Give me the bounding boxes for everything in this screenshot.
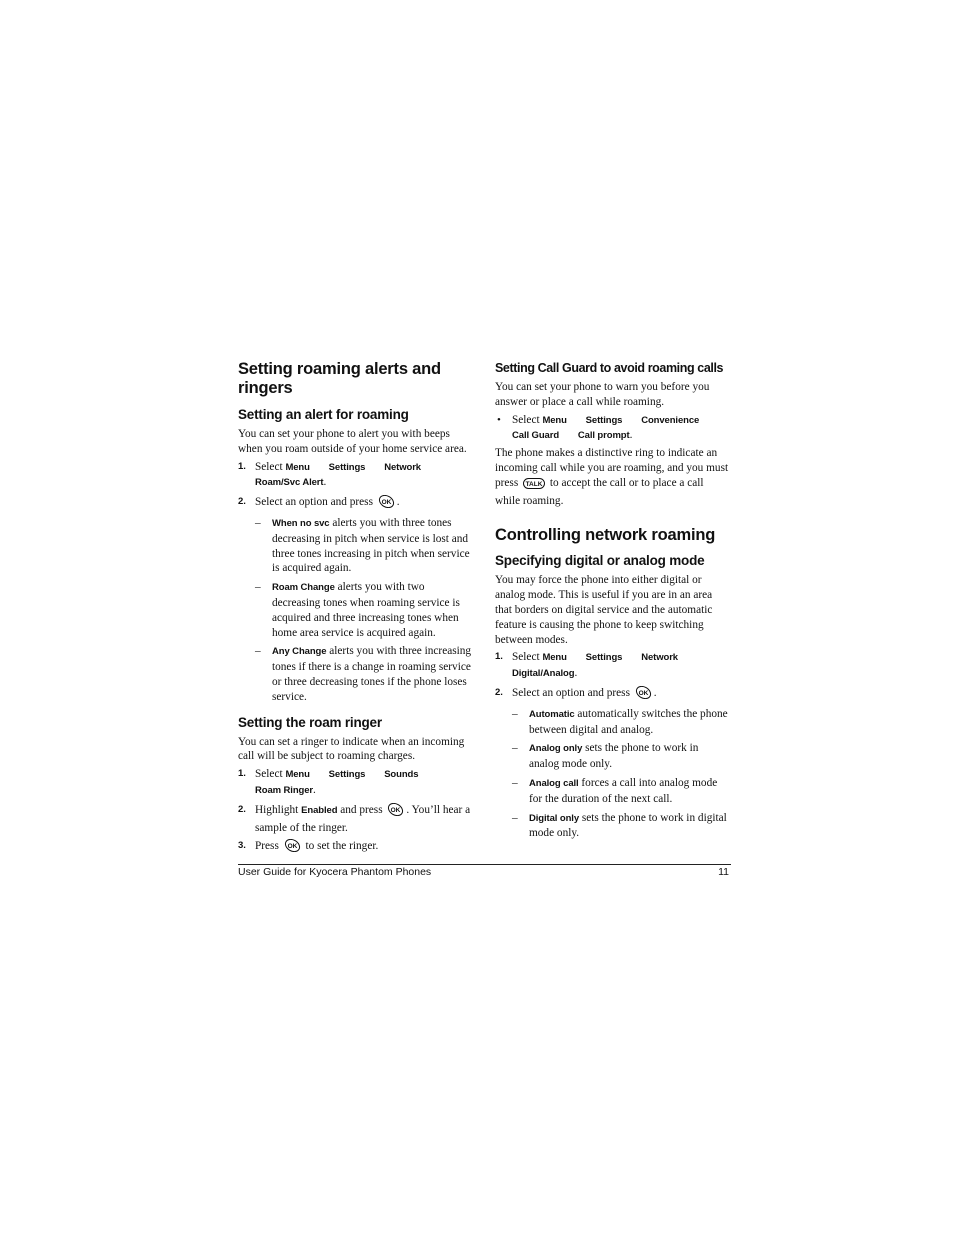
callguard-body: The phone makes a distinctive ring to indicate an incoming call while you are roaming, and you must press TALK to accept the call or to place a call while roaming. [495, 447, 729, 507]
right-column [495, 360, 730, 841]
page-number: 11 [718, 866, 729, 878]
left-column [238, 360, 473, 857]
heading-alert-roaming: Setting an alert for roaming [238, 407, 409, 422]
callguard-intro: You can set your phone to warn you before you answer or place a call while roaming. [495, 381, 710, 408]
ringer-step-3: 3. Press OK to set the ringer. [238, 839, 473, 857]
network-option-1: – Automatic automatically switches the phone between digital and analog. [512, 707, 728, 736]
ok-key-icon [635, 686, 652, 704]
heading-call-guard: Setting Call Guard to avoid roaming calls [495, 361, 724, 375]
ok-key-icon [378, 495, 395, 513]
network-option-3: – Analog call forces a call into analog mode for the duration of the next call. [512, 776, 718, 805]
section-title-network-roaming: Controlling network roaming [495, 526, 716, 545]
ringer-step-1: 1. Select Menu Settings Sounds Roam Ringer. [238, 768, 419, 796]
ok-key-icon [387, 803, 404, 821]
ringer-step-2: 2. Highlight Enabled and press OK . You’ll hear a sample of the ringer. [238, 803, 473, 836]
network-option-4: – Digital only sets the phone to work in digital mode only. [512, 811, 727, 840]
alert-option-2: – Roam Change alerts you with two decreasing tones when roaming service is acquired and three increasing tones when home area service is acquired again. [255, 581, 460, 639]
heading-digital-analog: Specifying digital or analog mode [495, 553, 705, 569]
svg-text:OK: OK [391, 806, 401, 814]
talk-key-icon [523, 478, 545, 494]
alert-intro: You can set your phone to alert you with beeps when you roam outside of your home service area. [238, 428, 467, 455]
network-intro: You may force the phone into either digital or analog mode. This is useful if you are in an area that borders on digital service and the automatic feature is causing the phone to keep switching between modes. [495, 574, 713, 646]
alert-step-2: 2. Select an option and press OK . [238, 495, 473, 513]
svg-text:OK: OK [381, 499, 392, 507]
network-step-2: 2. Select an option and press OK . [495, 686, 730, 704]
footer-title: User Guide for Kyocera Phantom Phones [238, 866, 432, 878]
network-step-1: 1. Select Menu Settings Network Digital/Analog. [495, 651, 678, 680]
network-option-2: – Analog only sets the phone to work in analog mode only. [512, 742, 699, 771]
section-title-roaming-alerts: Setting roaming alerts and ringers [238, 360, 441, 397]
page-footer [238, 866, 731, 879]
alert-option-3: – Any Change alerts you with three increasing tones if there is a change in roaming service or three decreasing tones if the phone loses service. [255, 645, 472, 703]
alert-step-1: 1. Select Menu Settings Network Roam/Svc Alert. [238, 460, 421, 489]
callguard-bullet: • Select Menu Settings Convenience Call Guard Call prompt. [497, 413, 700, 442]
alert-option-1: – When no svc alerts you with three tones decreasing in pitch when service is lost and three tones increasing in pitch when service is acquired again. [255, 516, 470, 575]
ok-key-icon [284, 839, 301, 857]
svg-text:TALK: TALK [525, 480, 543, 488]
svg-text:OK: OK [287, 843, 298, 851]
heading-roam-ringer: Setting the roam ringer [238, 714, 382, 730]
footer-rule [238, 864, 731, 865]
ringer-intro: You can set a ringer to indicate when an incoming call will be subject to roaming charges. [238, 735, 465, 763]
svg-text:OK: OK [638, 689, 649, 697]
